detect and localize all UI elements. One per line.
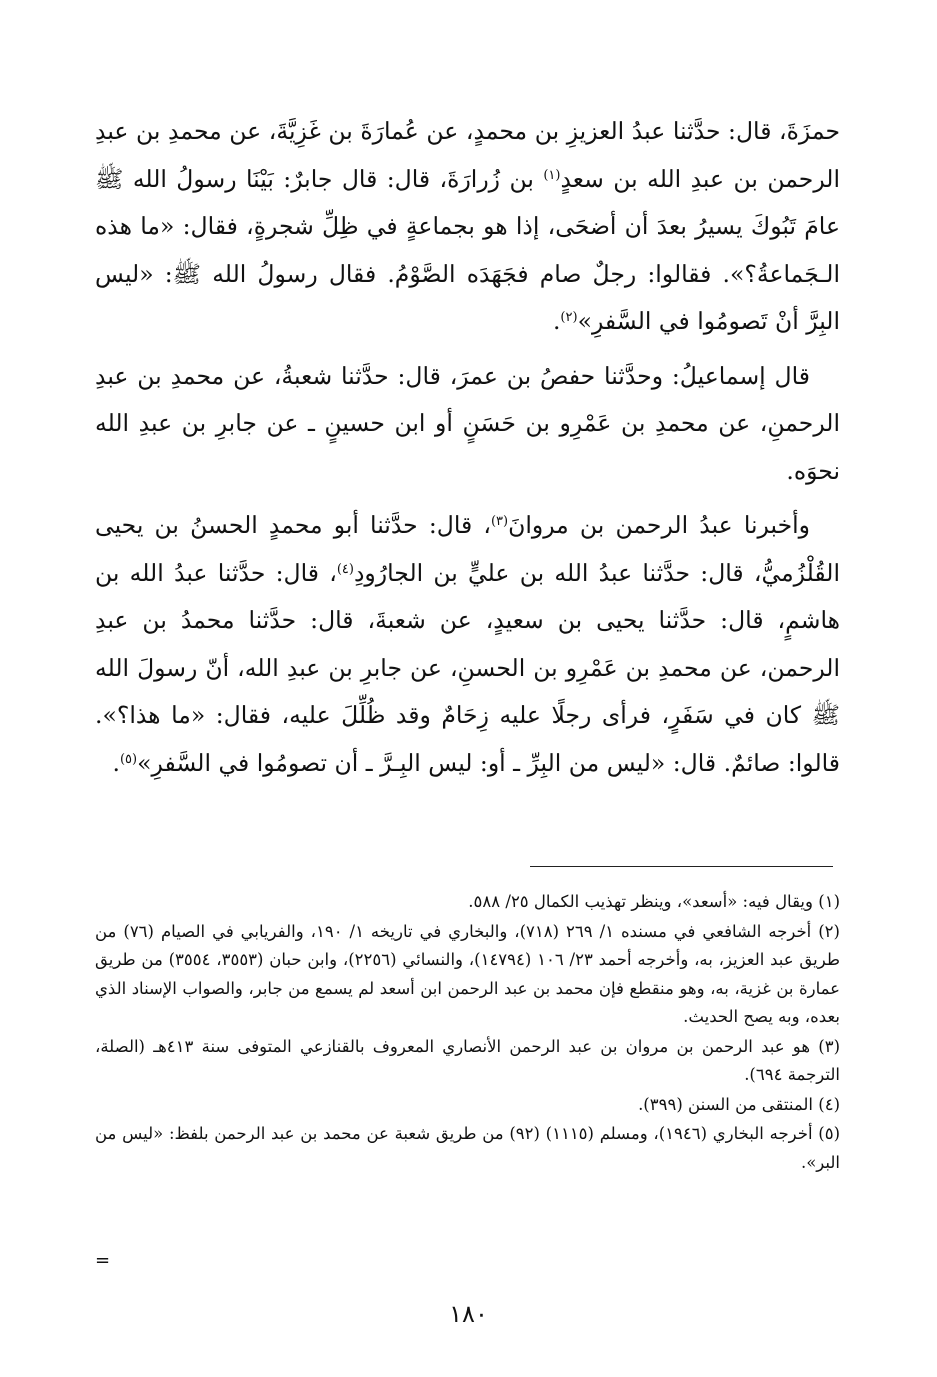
footnote-ref-5[interactable]: (٥) (119, 751, 138, 767)
paragraph-1-text-b: بن زُرارَةَ، قال: قال جابرٌ: بَيْنَا رسولُ الله ﷺ عامَ تَبُوكَ يسيرُ بعدَ أن أضحَى، إذا هو بجماعةٍ في ظِلِّ شجرةٍ، فقال: «ما هذه الـجَماعةُ؟». فقالوا: رجلٌ صام فجَهَدَه الصَّوْمُ. فقال رسولُ الله ﷺ: «ليس البِرَّ أنْ تَصومُوا في السَّفرِ» (95, 164, 840, 335)
footnote-2-line-3: وابن حبان (٣٥٥٣، ٣٥٥٤) من طريق عمارة بن غزية، به، وهو منقطع فإن محمد بن عبد الرحمن (95, 950, 841, 998)
footnotes (95, 888, 840, 1178)
continuation-mark: = (95, 1250, 111, 1271)
footnote-3-line-2: (الصلة، الترجمة ٦٩٤). (95, 1036, 840, 1084)
paragraph-3 (95, 502, 840, 787)
footnote-3 (95, 1033, 840, 1090)
footnote-ref-3[interactable]: (٣) (490, 514, 509, 529)
footnote-2-line-1: (٢) أخرجه الشافعي في مسنده ١/ ٢٦٩ (٧١٨)، والبخاري في تاريخه ١/ ١٩٠، والفريابي في (212, 921, 840, 941)
footnote-2-line-4: ابن أسعد لم يسمع من جابر، والصواب الإسناد الذي بعده، وبه يصح الحديث. (95, 978, 840, 1026)
paragraph-2: قال إسماعيلُ: وحدَّثنا حفصُ بن عمرَ، قال: حدَّثنا شعبةُ، عن محمدِ بن عبدِ الرحمنِ، عن محمدِ بن عَمْرِو بن حَسَنٍ أو ابن حسينٍ ـ عن جابرِ بن عبدِ الله نحوَه. (95, 361, 840, 485)
footnote-separator (530, 866, 833, 867)
paragraph-3-text-c: ، قال: حدَّثنا عبدُ الله بن هاشمٍ، قال: حدَّثنا يحيى بن سعيدٍ، عن شعبةَ، قال: حدَّثنا محمدُ بن عبدِ الرحمن، عن محمدِ بن عَمْرِو بن الحسنِ، عن جابرِ بن عبدِ الله، أنّ رسولَ الله ﷺ كان في سَفَرٍ، فرأى رجلًا عليه زِحَامٌ وقد ظُلِّلَ عليه، فقال: «ما هذا؟». قالوا: صائمٌ. قال: «ليس من البِرِّ ـ أو: ليس البِـرَّ ـ أن تصومُوا في السَّفرِ» (95, 558, 840, 777)
footnote-ref-2[interactable]: (٢) (560, 310, 578, 325)
footnote-3-line-1: (٣) هو عبد الرحمن بن مروان بن عبد الرحمن الأنصاري المعروف بالقنازعي المتوفى سنة ٤١٣هـ (153, 1036, 841, 1056)
footnote-2 (95, 918, 840, 1032)
paragraph-1 (95, 108, 840, 346)
paragraph-3-text-a: وأخبرنا عبدُ الرحمن بن مروانَ (508, 511, 810, 539)
paragraph-1-end: . (552, 307, 561, 335)
paragraph-3-text-b: ، قال: حدَّثنا أبو محمدٍ الحسنُ بن يحيى القُلْزُميُّ، قال: حدَّثنا عبدُ الله بن عليٍّ بن الجارُودِ (95, 511, 841, 587)
footnote-2-line-2: الصيام (٧٦) من طريق عبد العزيز، به، وأخرجه أحمد ٢٣/ ١٠٦ (١٤٧٩٤)، والنسائي (٢٢٥٦)، (95, 921, 840, 969)
footnote-5-line-2: بلفظ: «ليس من البر». (95, 1124, 840, 1172)
footnote-5-line-1: (٥) أخرجه البخاري (١٩٤٦)، ومسلم (١١١٥) (٩٢) من طريق شعبة عن محمد بن عبد الرحمن (214, 1124, 840, 1143)
footnote-ref-1[interactable]: (١) (543, 167, 561, 183)
main-text (95, 108, 840, 787)
footnote-ref-4[interactable]: (٤) (336, 561, 354, 577)
paragraph-3-end: . (112, 748, 120, 777)
footnote-5 (95, 1120, 840, 1177)
page-number: ١٨٠ (449, 1300, 488, 1328)
footnote-1: (١) ويقال فيه: «أسعد»، وينظر تهذيب الكمال ٢٥/ ٥٨٨. (468, 892, 840, 911)
footnote-4: (٤) المنتقى من السنن (٣٩٩). (638, 1094, 840, 1114)
paragraph-1-text-a: حمزَةَ، قال: حدَّثنا عبدُ العزيزِ بن محمدٍ، عن عُمارَةَ بن غَزِيَّةَ، عن محمدِ بن عبدِ الرحمن بن عبدِ الله بن سعدٍ (95, 117, 840, 193)
